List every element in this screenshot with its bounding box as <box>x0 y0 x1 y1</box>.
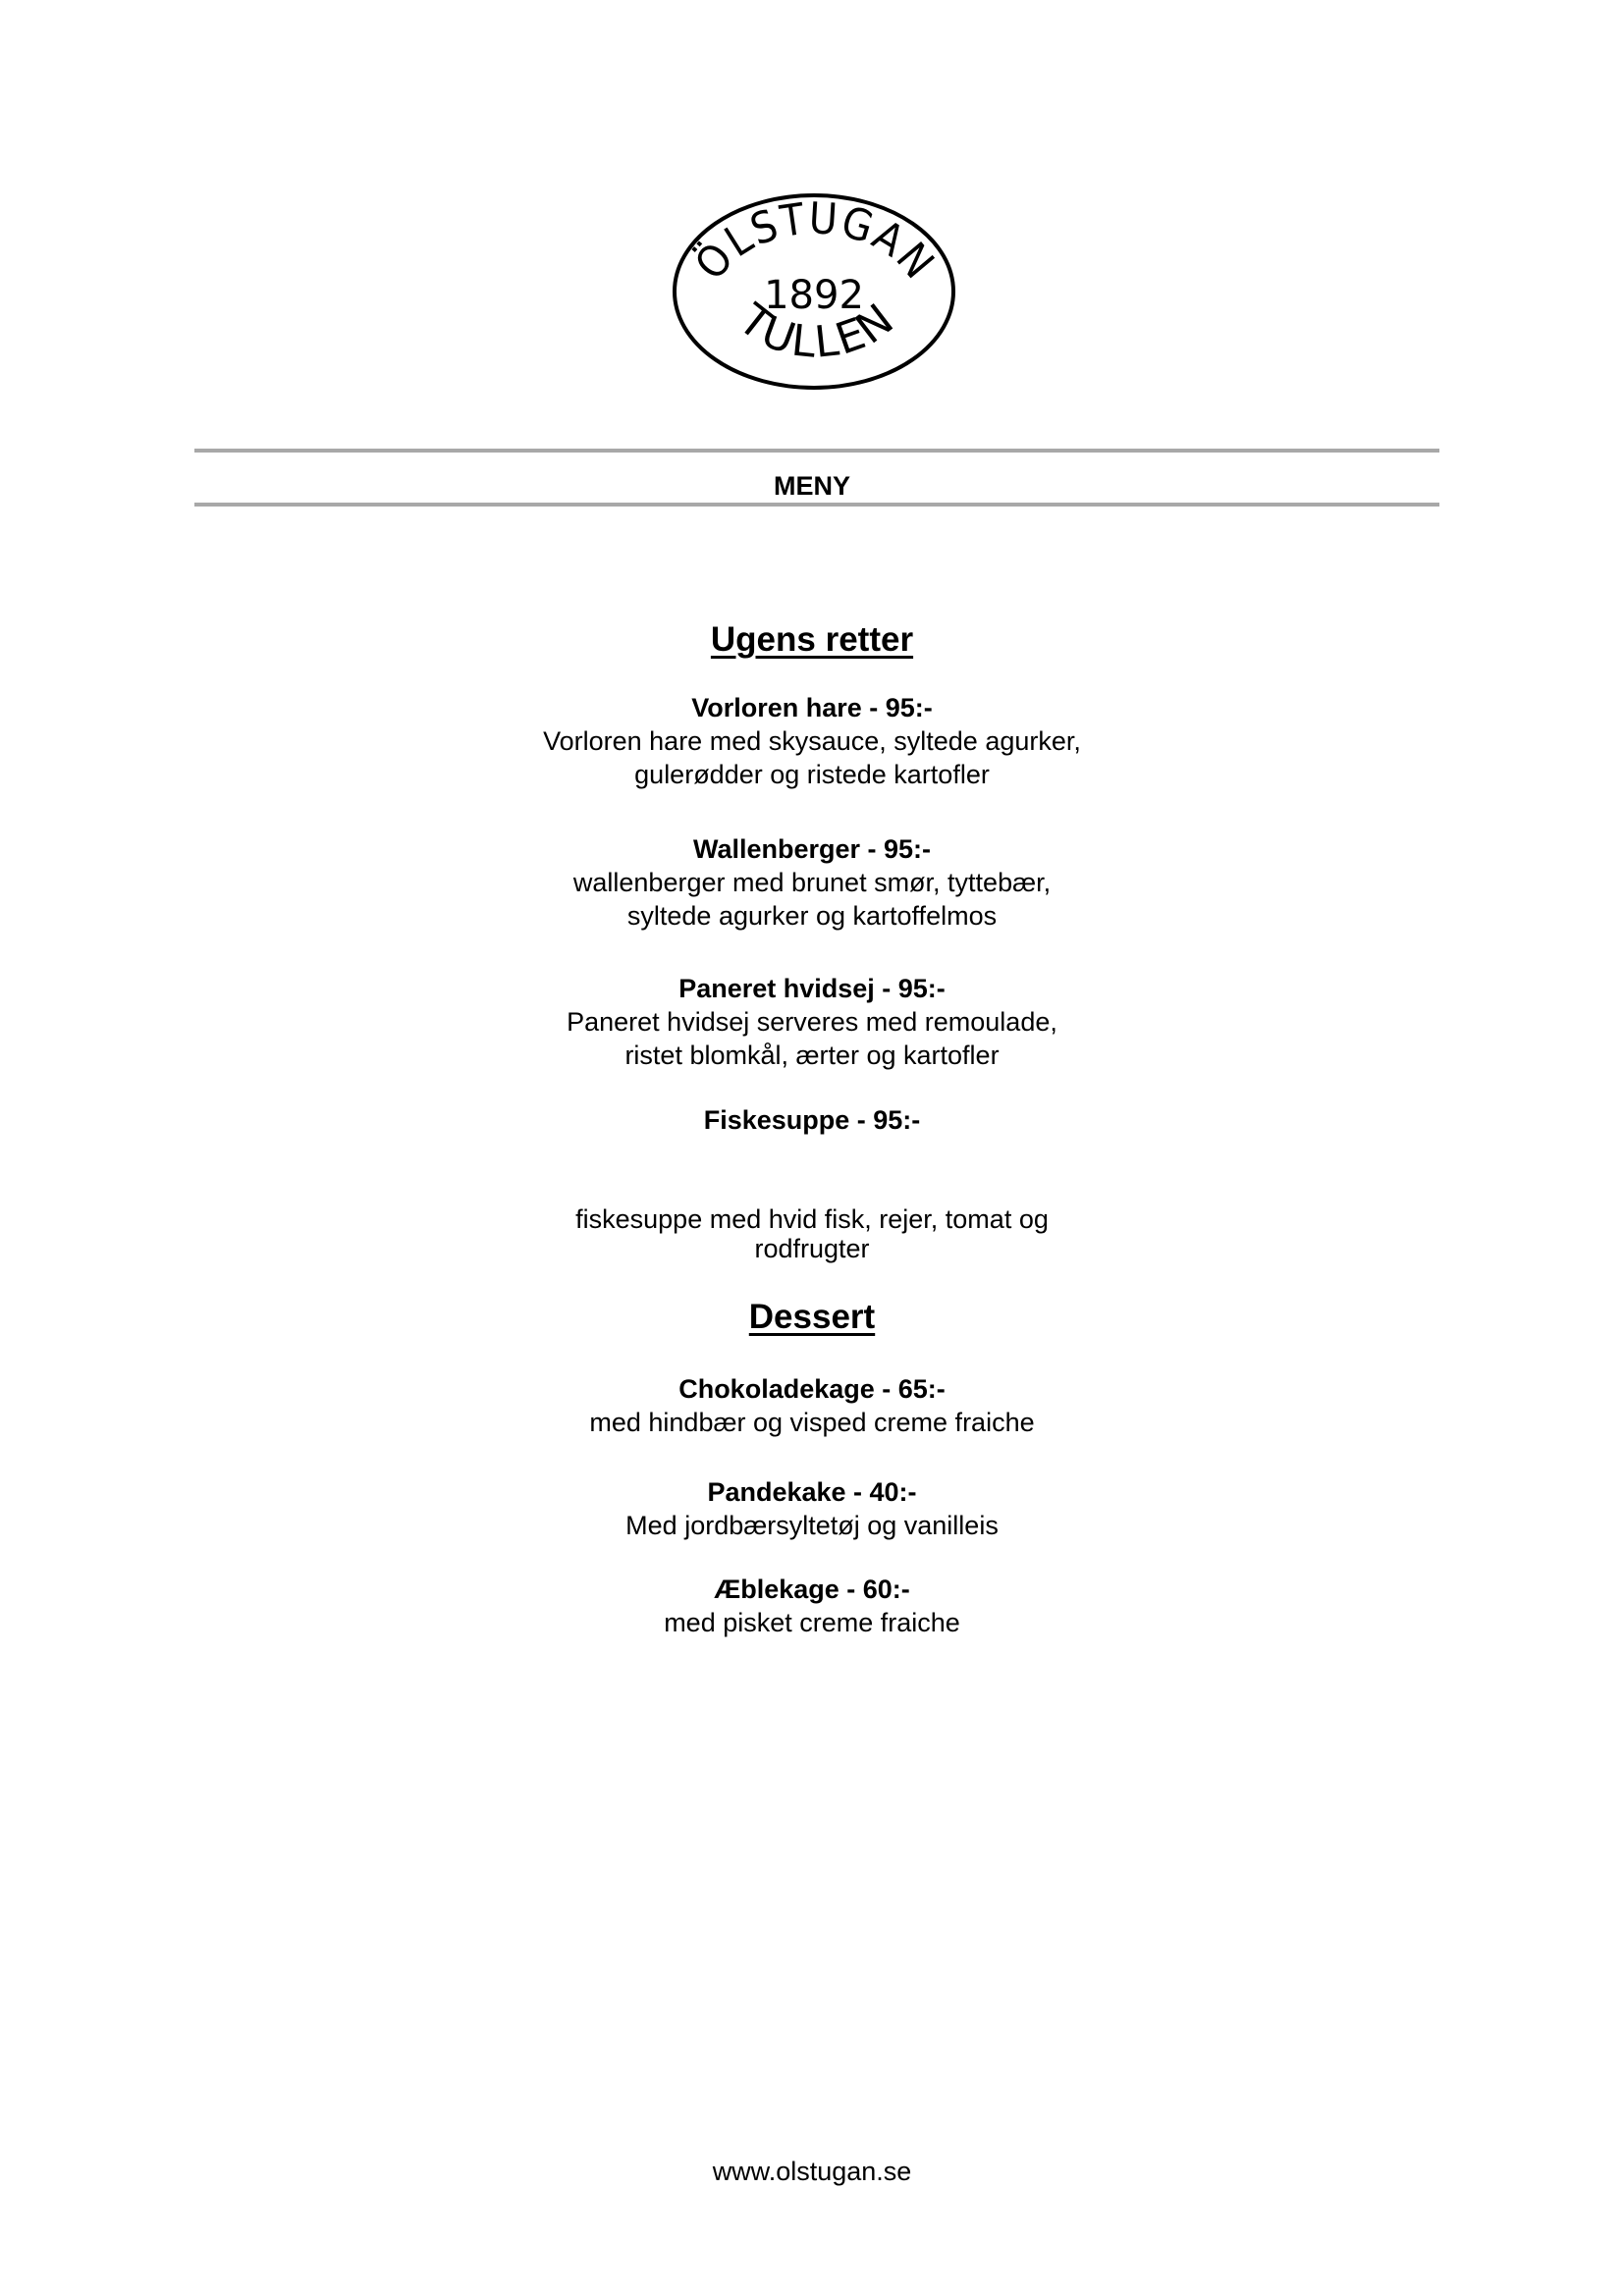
logo-year: 1892 <box>764 273 864 318</box>
dish-name: Pandekake - 40:- <box>707 1477 917 1507</box>
page-title: MENY <box>773 471 850 501</box>
dish-description: Paneret hvidsej serveres med remoulade, <box>567 1007 1057 1037</box>
dish-pandekake <box>0 1475 1624 1542</box>
dish-name: Paneret hvidsej - 95:- <box>678 974 946 1003</box>
dish-name: Æblekage - 60:- <box>714 1575 910 1604</box>
dish-description: med hindbær og visped creme fraiche <box>589 1408 1035 1437</box>
olstugan-logo <box>672 190 956 393</box>
section-heading-dessert: Dessert <box>748 1298 876 1336</box>
dish-aeblekage <box>0 1573 1624 1639</box>
dish-description: Vorloren hare med skysauce, syltede agurker, <box>543 726 1081 756</box>
dish-vorloren-hare <box>0 691 1624 791</box>
logo-top-text: ÖLSTUGAN <box>685 193 945 290</box>
dish-fiskesuppe-description <box>0 1202 1624 1265</box>
dish-description: rodfrugter <box>754 1234 870 1263</box>
footer-website: www.olstugan.se <box>712 2157 912 2186</box>
dish-name: Chokoladekage - 65:- <box>678 1374 946 1404</box>
dish-name: Wallenberger - 95:- <box>692 834 932 864</box>
section-heading-ugens-retter: Ugens retter <box>710 620 914 659</box>
dish-description: gulerødder og ristede kartofler <box>634 760 990 789</box>
dish-description: Med jordbærsyltetøj og vanilleis <box>625 1511 999 1540</box>
dish-paneret-hvidsej <box>0 972 1624 1072</box>
logo-bottom-text: TULLEN <box>729 293 905 368</box>
header-rule-top <box>194 449 1439 453</box>
dish-description: ristet blomkål, ærter og kartofler <box>624 1041 1000 1070</box>
dish-wallenberger <box>0 832 1624 933</box>
dish-description: syltede agurker og kartoffelmos <box>626 901 998 931</box>
dish-name: Fiskesuppe - 95:- <box>703 1105 921 1135</box>
dish-chokoladekage <box>0 1372 1624 1439</box>
dish-description: fiskesuppe med hvid fisk, rejer, tomat og <box>575 1204 1049 1234</box>
dish-name: Vorloren hare - 95:- <box>691 693 933 722</box>
header-rule-bottom <box>194 503 1439 507</box>
dish-description: med pisket creme fraiche <box>664 1608 960 1637</box>
dish-description: wallenberger med brunet smør, tyttebær, <box>572 868 1052 897</box>
dish-fiskesuppe <box>0 1103 1624 1137</box>
